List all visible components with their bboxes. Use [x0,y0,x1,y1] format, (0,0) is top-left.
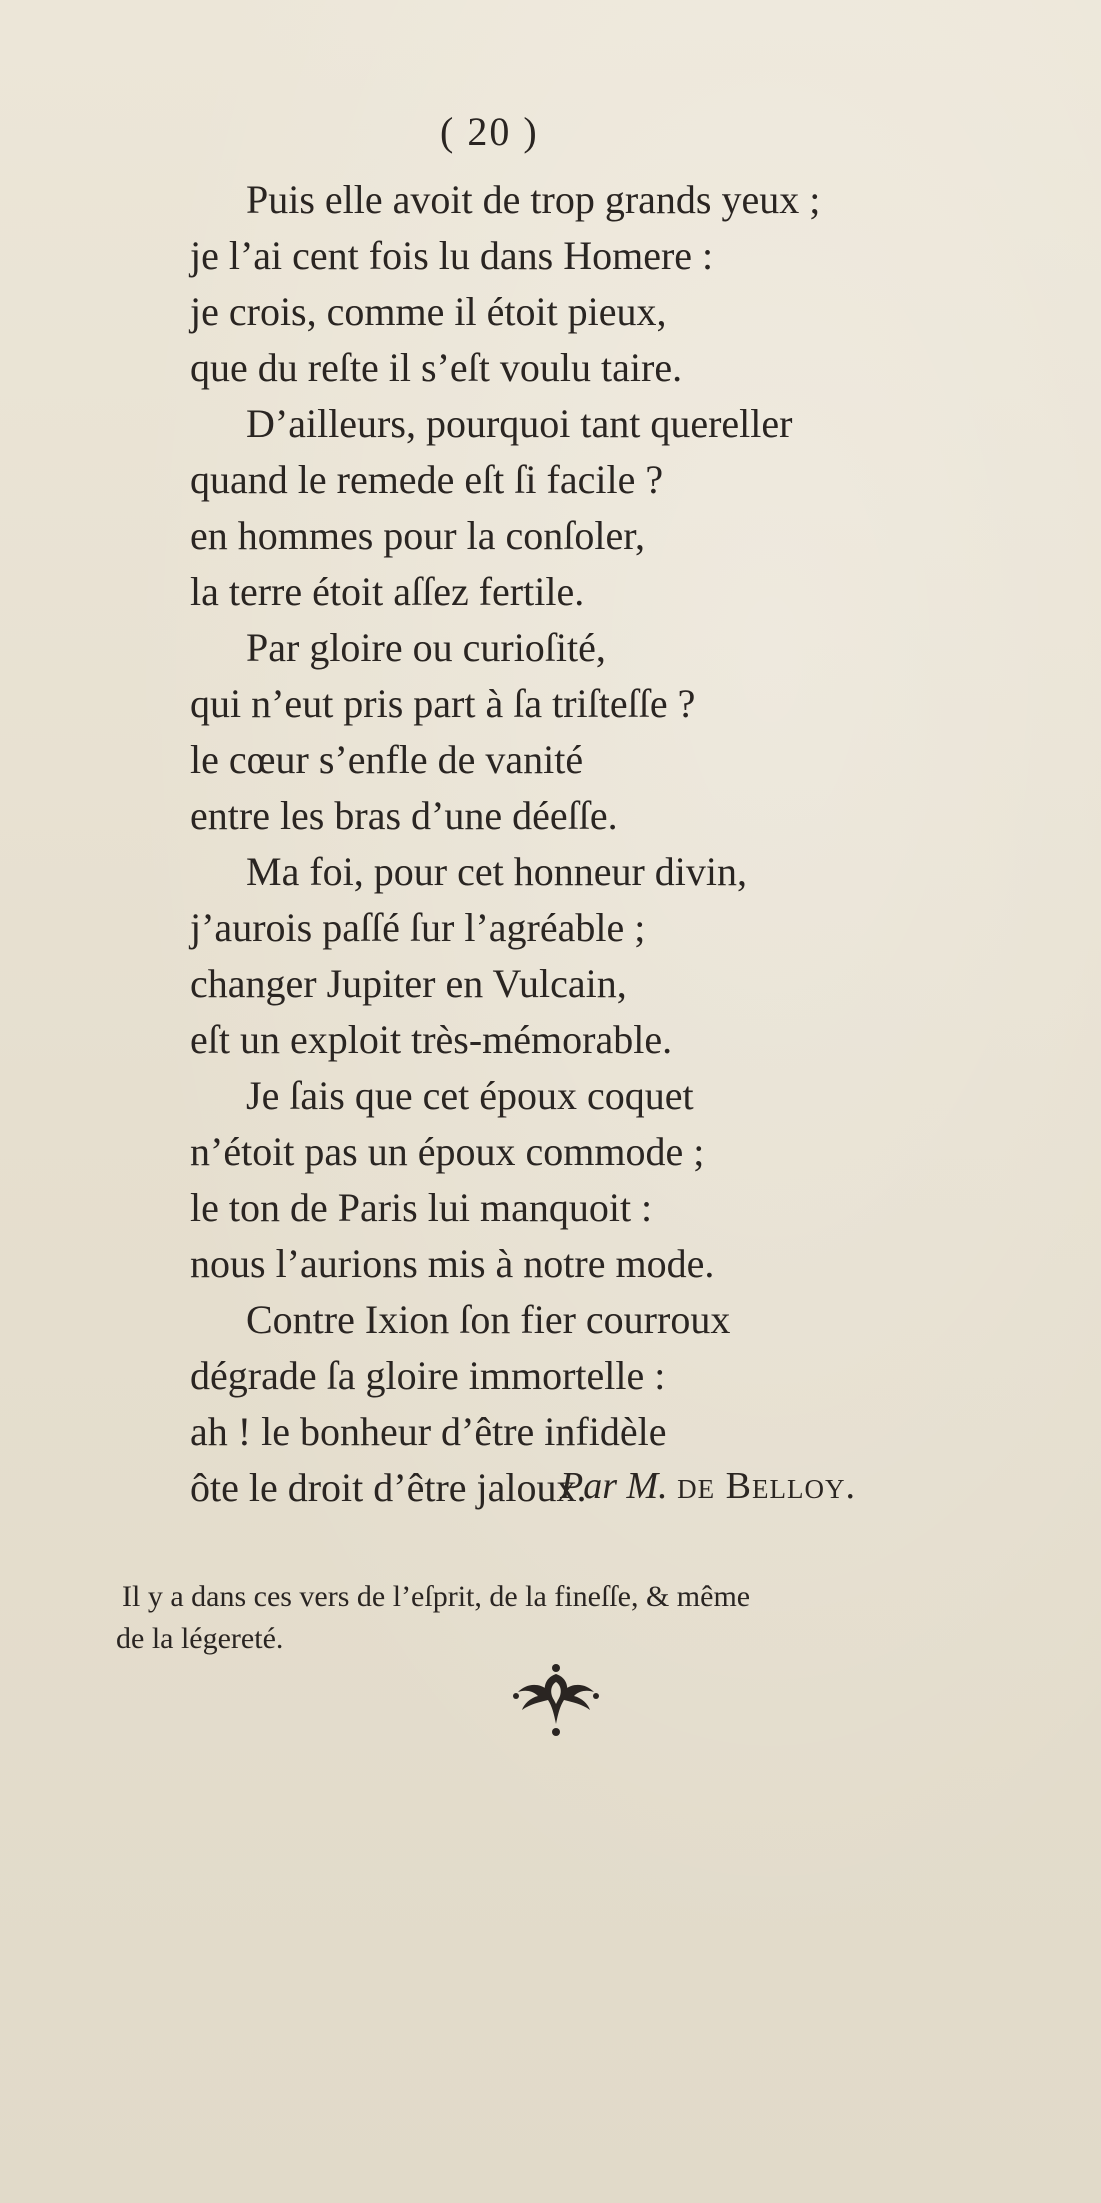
poem-line: qui n’eut pris part à ſa triſteſſe ? [190,681,696,726]
poem-line: quand le remede eſt ſi facile ? [190,457,664,502]
fleuron-ornament-icon [508,1660,604,1740]
poem-line: dégrade ſa gloire immortelle : [190,1353,666,1398]
poem-line: que du reſte il s’eſt voulu taire. [190,345,683,390]
poem-line: ah ! le bonheur d’être infidèle [190,1409,667,1454]
note-line: Il y a dans ces vers de l’eſprit, de la fineſſe, & même [122,1580,751,1613]
signature-name: de Belloy. [677,1465,856,1507]
page-number: ( 20 ) [440,109,539,154]
poem-line: changer Jupiter en Vulcain, [190,961,627,1006]
poem-line: Puis elle avoit de trop grands yeux ; [246,177,821,222]
note-line: de la légereté. [116,1622,284,1655]
poem [190,172,990,1516]
poem-line: je crois, comme il étoit pieux, [190,289,667,334]
poem-line: n’étoit pas un époux commode ; [190,1129,705,1174]
poem-line: Ma foi, pour cet honneur divin, [246,849,747,894]
editorial-note [116,1576,1076,1660]
poem-line: je l’ai cent fois lu dans Homere : [190,233,714,278]
poem-line: le ton de Paris lui manquoit : [190,1185,653,1230]
poem-line: ôte le droit d’être jaloux. [190,1465,587,1510]
poem-line: nous l’aurions mis à notre mode. [190,1241,715,1286]
poem-line: le cœur s’enfle de vanité [190,737,584,782]
poem-line: j’aurois paſſé ſur l’agréable ; [190,905,646,950]
poem-line: D’ailleurs, pourquoi tant quereller [246,401,793,446]
signature-prefix: Par M. [560,1465,668,1507]
poem-line: Contre Ixion ſon fier courroux [246,1297,731,1342]
author-signature [560,1464,940,1508]
poem-line: en hommes pour la conſoler, [190,513,645,558]
poem-line: Par gloire ou curioſité, [246,625,606,670]
poem-line: la terre étoit aſſez fertile. [190,569,585,614]
poem-line: eſt un exploit très-mémorable. [190,1017,673,1062]
poem-line: entre les bras d’une déeſſe. [190,793,618,838]
poem-line: Je ſais que cet époux coquet [246,1073,694,1118]
